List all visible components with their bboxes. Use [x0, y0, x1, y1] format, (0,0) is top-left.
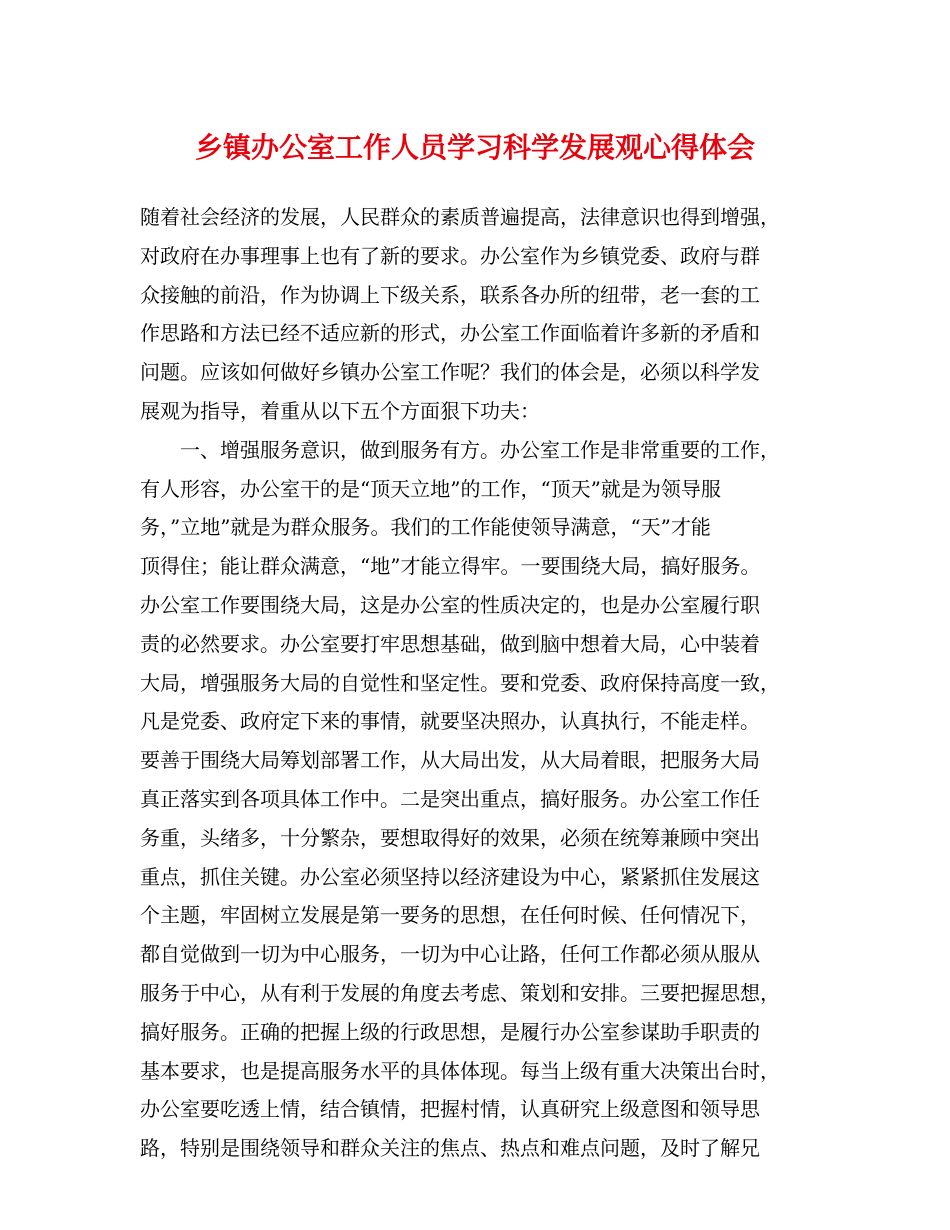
text-line: 展观为指导，着重从以下五个方面狠下功夫： — [140, 398, 540, 423]
text-line: 办公室工作要围绕大局，这是办公室的性质决定的，也是办公室履行职 — [140, 592, 760, 617]
text-line: 搞好服务。正确的把握上级的行政思想，是履行办公室参谋助手职责的 — [140, 1019, 760, 1044]
text-line: 务，”立地”就是为群众服务。我们的工作能使领导满意，“天”才能 — [140, 515, 711, 540]
document-title: 乡镇办公室工作人员学习科学发展观心得体会 — [194, 131, 755, 164]
text-line: 对政府在办事理事上也有了新的要求。办公室作为乡镇党委、政府与群 — [140, 243, 760, 268]
text-line: 众接触的前沿，作为协调上下级关系，联系各办所的纽带，老一套的工 — [140, 282, 760, 307]
text-line: 务重，头绪多，十分繁杂，要想取得好的效果，必须在统筹兼顾中突出 — [140, 825, 760, 850]
text-line: 个主题，牢固树立发展是第一要务的思想，在任何时候、任何情况下， — [140, 903, 760, 928]
text-line: 问题。应该如何做好乡镇办公室工作呢？我们的体会是，必须以科学发 — [140, 360, 760, 385]
text-line: 要善于围绕大局筹划部署工作，从大局出发，从大局着眼，把服务大局 — [140, 748, 760, 773]
text-line: 路，特别是围绕领导和群众关注的焦点、热点和难点问题，及时了解兄 — [140, 1136, 760, 1161]
text-line: 都自觉做到一切为中心服务，一切为中心让路，任何工作都必须从服从 — [140, 942, 760, 967]
text-line: 办公室要吃透上情，结合镇情，把握村情，认真研究上级意图和领导思 — [140, 1097, 760, 1122]
text-line: 真正落实到各项具体工作中。二是突出重点，搞好服务。办公室工作任 — [140, 786, 760, 811]
text-line: 重点，抓住关键。办公室必须坚持以经济建设为中心，紧紧抓住发展这 — [140, 864, 760, 889]
text-line: 顶得住；能让群众满意，“地”才能立得牢。一要围绕大局，搞好服务。 — [140, 554, 761, 579]
text-line: 一、增强服务意识，做到服务有方。办公室工作是非常重要的工作， — [140, 437, 780, 462]
text-line: 随着社会经济的发展，人民群众的素质普遍提高，法律意识也得到增强， — [140, 205, 780, 229]
text-line: 有人形容，办公室干的是“顶天立地”的工作，“顶天”就是为领导服 — [140, 476, 721, 501]
text-line: 基本要求，也是提高服务水平的具体体现。每当上级有重大决策出台时， — [140, 1058, 780, 1083]
text-line: 大局，增强服务大局的自觉性和坚定性。要和党委、政府保持高度一致， — [140, 670, 780, 695]
text-line: 服务于中心，从有利于发展的角度去考虑、策划和安排。三要把握思想， — [140, 980, 780, 1005]
document-body — [140, 198, 830, 1168]
text-line: 责的必然要求。办公室要打牢思想基础，做到脑中想着大局，心中装着 — [140, 631, 760, 656]
text-line: 作思路和方法已经不适应新的形式，办公室工作面临着许多新的矛盾和 — [140, 321, 760, 346]
text-line: 凡是党委、政府定下来的事情，就要坚决照办，认真执行，不能走样。 — [140, 709, 760, 734]
